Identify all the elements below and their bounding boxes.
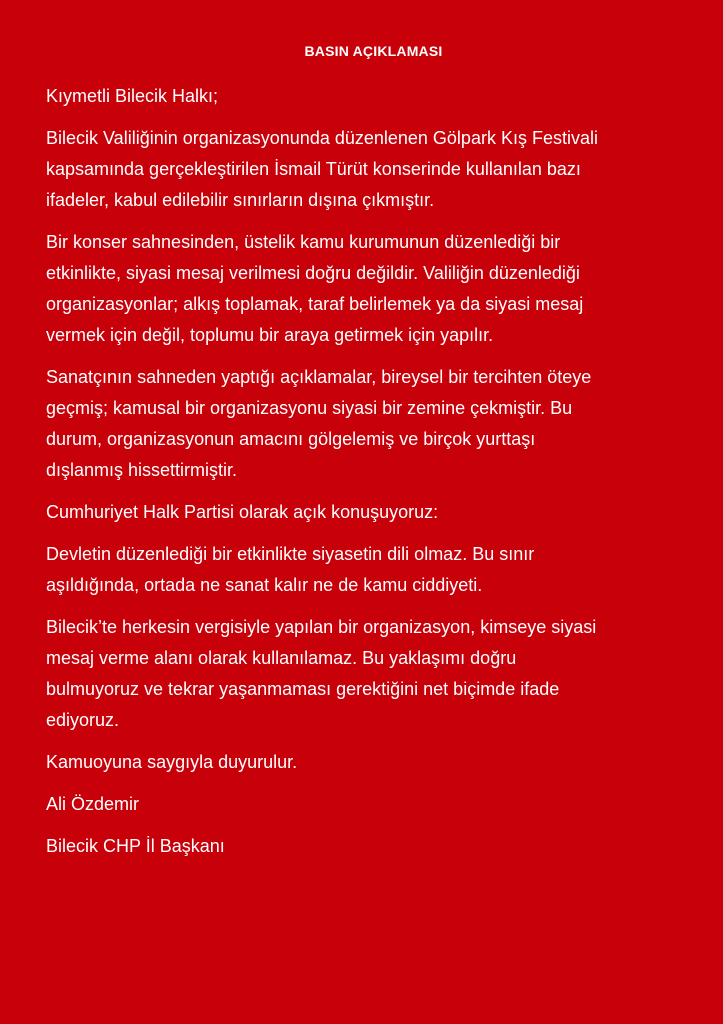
- document-title: BASIN AÇIKLAMASI: [304, 43, 443, 59]
- salutation: Kıymetli Bilecik Halkı;: [46, 86, 219, 106]
- paragraph-political-message: Bir konser sahnesinden, üstelik kamu kurumunun düzenlediği bir etkinlikte, siyasi mesaj verilmesi doğru değildir. Valiliğin düzenlediği organizasyonlar; alkış toplamak, taraf belirlemek ya da siyasi mesaj vermek için değil, toplumu bir araya getirmek için yapılır.: [46, 232, 584, 345]
- signatory-name: Ali Özdemir: [46, 794, 140, 814]
- paragraph-party-statement: Cumhuriyet Halk Partisi olarak açık konuşuyoruz:: [46, 502, 439, 522]
- paragraph-taxpayer-event: Bilecik’te herkesin vergisiyle yapılan bir organizasyon, kimseye siyasi mesaj verme alanı olarak kullanılamaz. Bu yaklaşımı doğru bulmuyoruz ve tekrar yaşanmaması gerektiğini net biçimde ifade ediyoruz.: [46, 617, 597, 730]
- paragraph-artist-remarks: Sanatçının sahneden yaptığı açıklamalar, bireysel bir tercihten öteye geçmiş; kamusal bir organizasyonu siyasi bir zemine çekmiştir. Bu durum, organizasyonun amacını gölgelemiş ve birçok yurttaşı dışlanmış hissettirmiştir.: [46, 367, 592, 480]
- paragraph-event-statement: Bilecik Valiliğinin organizasyonunda düzenlenen Gölpark Kış Festivali kapsamında gerçekleştirilen İsmail Türüt konserinde kullanılan bazı ifadeler, kabul edilebilir sınırların dışına çıkmıştır.: [46, 128, 598, 210]
- closing-line: Kamuoyuna saygıyla duyurulur.: [46, 752, 298, 772]
- signatory-title: Bilecik CHP İl Başkanı: [46, 836, 225, 856]
- paragraph-state-event: Devletin düzenlediği bir etkinlikte siyasetin dili olmaz. Bu sınır aşıldığında, ortada ne sanat kalır ne de kamu ciddiyeti.: [46, 544, 535, 595]
